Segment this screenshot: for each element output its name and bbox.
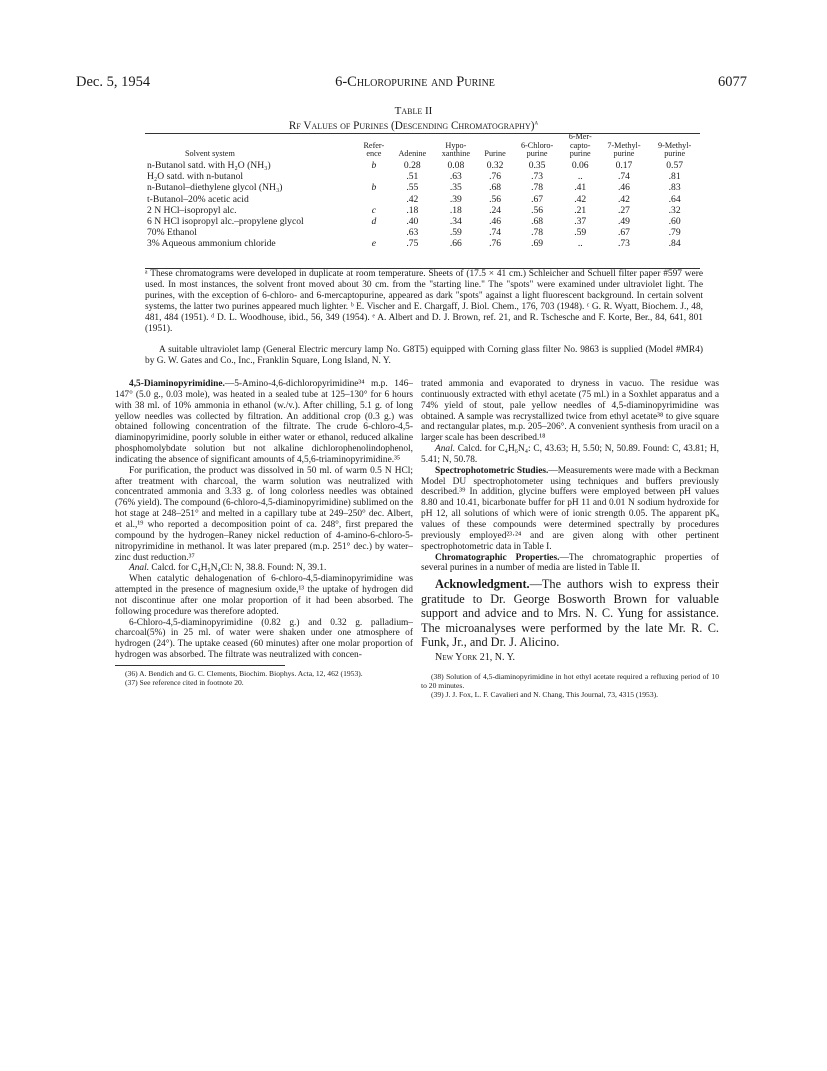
section-heading-chromatographic: Chromatographic Properties.	[435, 552, 560, 563]
rf-value-cell: .56	[531, 204, 544, 216]
rf-value-cell: .18	[449, 204, 462, 216]
rf-value-cell: .79	[668, 227, 681, 239]
reference: (39) J. J. Fox, L. F. Cavalieri and N. Chang, This Journal, 73, 4315 (1953).	[431, 690, 659, 700]
rf-value-cell: .21	[574, 204, 587, 216]
rf-value-cell: .37	[574, 216, 587, 228]
rf-value-cell: .73	[617, 238, 630, 250]
footnote-rule	[115, 665, 285, 666]
col-header: Refer- ence	[363, 140, 385, 159]
paragraph: For purification, the product was dissolved in 50 ml. of warm 0.5 N HCl; after treatment with charcoal, the warm solution was neutralized with concentrated ammonia and 3.33 g. of long colorless needles was obtained (76% yield). The compound (6-chloro-4,5-diaminopyrimidine) sublimed on the hot stage at 248–251° and melted in a capillary tube at 249–250° dec. Albert, et al.,¹⁹ who reported a decomposition point of ca. 248°, first prepared the compound by the hydrogen–Raney nickel reduction of 4-amino-6-chloro-5-nitropyrimidine in methanol. It was later prepared (m.p. 251° dec.) by water–zinc dust reduction.³⁷	[115, 465, 413, 563]
rf-value-cell: .39	[449, 193, 462, 205]
paragraph: —The chromatographic properties of several purines in a number of media are listed in Table II.	[421, 552, 719, 574]
solvent-system-cell: 6 N HCl isopropyl alc.–propylene glycol	[147, 216, 304, 228]
col-header: 6-Mer- capto- purine	[568, 132, 592, 159]
paragraph: —5-Amino-4,6-dichloropyrimidine³⁴ m.p. 146–147° (5.0 g., 0.03 mole), was heated in a sealed tube at 125–130° for 6 hours with 38 ml. of 10% ammonia in ethanol (w./v.). After chilling, 5.1 g. of long yellow needles was collected by filtration. An additional crop (0.3 g.) was obtained following concentration of the filtrate. The crude 6-chloro-4,5-diaminopyrimidine, poorly soluble in either water or ethanol, reduced alkaline phosphomolybdate solution but not alkaline dichlorophenolindophenol, indicating the absence of significant amounts of 4,5,6-triaminopyrimidine.³⁵	[115, 379, 413, 465]
paragraph: 6-Chloro-4,5-diaminopyrimidine (0.82 g.) and 0.32 g. palladium–charcoal(5%) in 25 ml. of water were shaken under one atmosphere of hydrogen (24°). The uptake ceased (60 minutes) after one molar proportion of hydrogen was absorbed. The filtrate was neutralized with concen-	[115, 617, 413, 661]
rf-value-cell: .46	[489, 216, 502, 228]
left-column	[115, 379, 413, 688]
reference-cell: b	[371, 160, 377, 172]
rf-value-cell: .64	[668, 193, 681, 205]
rf-value-cell: .67	[531, 193, 544, 205]
reference-cell: d	[371, 216, 377, 228]
rf-value-cell: .42	[617, 193, 630, 205]
rf-value-cell: ..	[577, 238, 583, 250]
reference-cell	[357, 194, 391, 205]
table-row	[145, 217, 700, 228]
rf-value-cell: .81	[668, 171, 681, 183]
rf-value-cell: .41	[574, 182, 587, 194]
solvent-system-cell: 70% Ethanol	[147, 227, 197, 239]
table-row	[145, 194, 700, 205]
col-header: Solvent system	[185, 149, 235, 159]
rf-value-cell: .18	[406, 204, 419, 216]
col-header: Adenine	[398, 149, 427, 159]
table-title	[0, 120, 827, 132]
rf-value-cell: .73	[531, 171, 544, 183]
rf-value-cell: .42	[574, 193, 587, 205]
header-title: 6-Chloropurine and Purine	[335, 74, 495, 90]
table-footnote: ᵃ These chromatograms were developed in duplicate at room temperature. Sheets of (17.5 × 41 cm.) Schleicher and Schuell filter paper #597 were used. In most instances, the solvent front moved about 30 cm. from the "starting line." The "spots" were examined under ultraviolet light. The purines, with the exception of 6-chloro- and 6-mercaptopurine, appeared as dark "spots" against a light fluorescent background. In certain solvent systems, the latter two purines appeared much lighter. ᵇ E. Vischer and E. Chargaff, J. Biol. Chem., 176, 703 (1948). ᶜ G. R. Wyatt, Biochem. J., 48, 481, 484 (1951). ᵈ D. L. Woodhouse, ibid., 56, 349 (1954). ᵉ A. Albert and D. J. Brown, ref. 21, and R. Tschesche and F. Korte, Ber., 84, 641, 801 (1951).	[145, 269, 703, 334]
rf-value-cell: .68	[489, 182, 502, 194]
solvent-system-cell: 3% Aqueous ammonium chloride	[147, 238, 276, 250]
right-references	[421, 672, 719, 700]
rf-value-cell: .68	[531, 216, 544, 228]
section-heading-acknowledgment: Acknowledgment.	[435, 577, 530, 592]
rf-value-cell: .34	[449, 216, 462, 228]
reference-cell: b	[371, 182, 377, 194]
rf-value-cell: 0.35	[528, 160, 546, 172]
left-references	[115, 669, 413, 688]
rf-value-cell: .76	[489, 171, 502, 183]
rf-value-cell: .66	[449, 238, 462, 250]
rf-value-cell: 0.28	[403, 160, 421, 172]
solvent-system-cell: 2 N HCl–isopropyl alc.	[147, 204, 237, 216]
rf-value-cell: 0.08	[447, 160, 465, 172]
affiliation-city: New York 21, N. Y.	[435, 651, 516, 663]
rf-value-cell: 0.57	[666, 160, 684, 172]
solvent-system-cell: t-Butanol–20% acetic acid	[147, 193, 249, 205]
rf-value-cell: .59	[449, 227, 462, 239]
rf-value-cell: .32	[668, 204, 681, 216]
solvent-system-cell: n-Butanol satd. with H₂O (NH₃)	[147, 160, 271, 172]
rf-value-cell: .76	[489, 238, 502, 250]
rf-value-cell: 0.32	[486, 160, 504, 172]
header-date: Dec. 5, 1954	[76, 74, 151, 90]
table-body	[145, 161, 700, 251]
rf-value-cell: .84	[668, 238, 681, 250]
reference: (38) Solution of 4,5-diaminopyrimidine in hot ethyl acetate required a refluxing period of 10 to 20 minutes.	[421, 671, 719, 690]
rf-value-cell: 0.06	[571, 160, 589, 172]
table-label: Table II	[394, 105, 433, 117]
reference-cell: c	[371, 204, 376, 216]
table-title-sup: a	[534, 118, 539, 127]
lamp-note: A suitable ultraviolet lamp (General Electric mercury lamp No. G8T5) equipped with Corning glass filter No. 9863 is supplied (Model #MR4) by G. W. Gates and Co., Inc., Franklin Square, Long Island, N. Y.	[145, 345, 703, 366]
col-header: Hypo- xanthine	[441, 140, 470, 159]
solvent-system-cell: H₂O satd. with n-butanol	[147, 171, 244, 183]
anal-result: Calcd. for C₄H₅N₄Cl: N, 38.8. Found: N, 39.1.	[149, 563, 327, 574]
anal-label: Anal.	[129, 563, 150, 574]
col-header: 6-Chloro- purine	[520, 140, 554, 159]
right-column	[421, 379, 719, 699]
rf-value-cell: .78	[531, 182, 544, 194]
col-header: Purine	[484, 149, 506, 159]
table-row	[145, 239, 700, 250]
section-heading-spectrophotometric: Spectrophotometric Studies.	[435, 465, 549, 476]
reference: (37) See reference cited in footnote 20.	[125, 678, 244, 688]
rf-value-cell: .69	[531, 238, 544, 250]
rf-value-cell: .49	[617, 216, 630, 228]
solvent-system-cell: n-Butanol–diethylene glycol (NH₃)	[147, 182, 283, 194]
rf-value-cell: .60	[668, 216, 681, 228]
rf-value-cell: .51	[406, 171, 419, 183]
rf-value-cell: .63	[449, 171, 462, 183]
col-header: 7-Methyl- purine	[607, 140, 641, 159]
paragraph: trated ammonia and evaporated to dryness in vacuo. The residue was continuously extracted with ethyl acetate (75 ml.) in a Soxhlet apparatus and a 74% yield of stout, pale yellow needles of 4,5-diaminopyrimidine was obtained. A sample was recrystallized twice from ethyl acetate³⁸ to give square and rectangular plates, m.p. 205–206°. A convenient synthesis from uracil on a larger scale has been described.¹⁸	[421, 379, 719, 444]
table-header-row	[145, 133, 700, 161]
paragraph: When catalytic dehalogenation of 6-chloro-4,5-diaminopyrimidine was attempted in the presence of magnesium oxide,¹³ the uptake of hydrogen did not discontinue after one molar proportion of it had been absorbed. The following procedure was therefore adopted.	[115, 574, 413, 617]
rf-value-cell: ..	[577, 171, 583, 183]
header-page-number: 6077	[718, 74, 747, 90]
rf-value-cell: 0.17	[615, 160, 633, 172]
rf-value-cell: .75	[406, 238, 419, 250]
reference: (36) A. Bendich and G. C. Clements, Biochim. Biophys. Acta, 12, 462 (1953).	[125, 668, 363, 678]
rf-value-cell: .78	[531, 227, 544, 239]
table-row	[145, 183, 700, 194]
rf-value-cell: .42	[406, 193, 419, 205]
rf-value-cell: .46	[617, 182, 630, 194]
rf-value-cell: .24	[489, 204, 502, 216]
rf-value-cell: .59	[574, 227, 587, 239]
rf-value-cell: .74	[617, 171, 630, 183]
rf-value-cell: .27	[617, 204, 630, 216]
rf-value-cell: .56	[489, 193, 502, 205]
table-title-text: Rf Values of Purines (Descending Chromatography)	[288, 120, 535, 132]
rf-value-cell: .40	[406, 216, 419, 228]
anal-label: Anal.	[435, 444, 456, 455]
rf-value-cell: .35	[449, 182, 462, 194]
paragraph: —Measurements were made with a Beckman Model DU spectrophotometer using techniques and buffers previously described.³⁹ In addition, glycine buffers were employed between pH values 8.80 and 10.41, bicarbonate buffer for pH 11 and 0.01 N sodium hydroxide for pH 12, all solutions of which were of ionic strength 0.05. The apparent pKₐ values of these compounds were determined spectrally by procedures previously employed²³·²⁴ and are given along with other pertinent spectrophotometric data in Table I.	[421, 465, 719, 552]
acknowledgment-text: —The authors wish to express their gratitude to Dr. George Bosworth Brown for valuable support and advice and to Mrs. N. C. Yung for assistance. The microanalyses were performed by the late Mr. R. C. Funk, Jr., and Dr. J. Alicino.	[421, 577, 719, 650]
rf-value-cell: .74	[489, 227, 502, 239]
rf-value-cell: .63	[406, 227, 419, 239]
rf-values-table	[145, 133, 700, 250]
anal-result: Calcd. for C₄H₆N₄: C, 43.63; H, 5.50; N, 50.89. Found: C, 43.81; H, 5.41; N, 50.78.	[421, 444, 719, 465]
reference-cell: e	[371, 238, 376, 250]
rf-value-cell: .55	[406, 182, 419, 194]
rf-value-cell: .67	[617, 227, 630, 239]
rf-value-cell: .83	[668, 182, 681, 194]
section-heading-diaminopyrimidine: 4,5-Diaminopyrimidine.	[129, 379, 225, 389]
col-header: 9-Methyl- purine	[658, 140, 692, 159]
